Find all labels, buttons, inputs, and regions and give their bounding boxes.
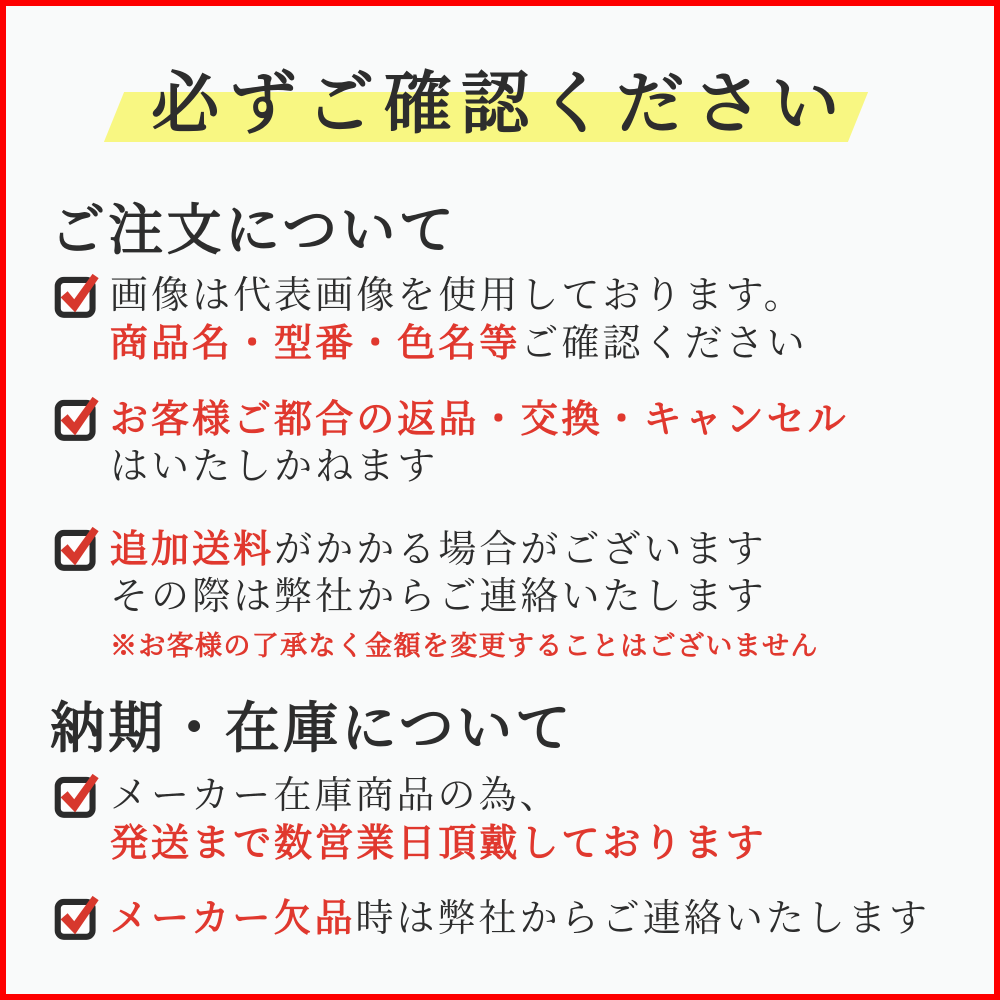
item-text-segment: がかかる場合がございます [274, 527, 767, 571]
item-text [110, 395, 849, 490]
item-text [110, 525, 819, 662]
checklist-item-representative-image [54, 272, 808, 367]
checklist-item-returns [54, 395, 849, 490]
item-line [110, 573, 819, 620]
checked-checkbox-icon [54, 894, 101, 941]
item-line [110, 772, 767, 819]
checked-checkbox-icon [54, 772, 101, 819]
item-line [110, 272, 808, 319]
item-text [110, 772, 767, 867]
item-text-segment: 時は弊社からご連絡いたします [355, 896, 931, 940]
item-text-segment: お客様ご都合の返品・交換・キャンセル [110, 396, 849, 441]
title-block [6, 50, 994, 147]
page-title: 必ずご確認ください [151, 64, 849, 144]
item-text-segment: 画像は代表画像を使用しております。 [110, 273, 805, 317]
item-line [110, 395, 849, 443]
item-line [110, 894, 930, 942]
checked-checkbox-icon [54, 272, 101, 319]
item-line [110, 443, 849, 490]
item-text-segment: その際は弊社からご連絡いたします [110, 574, 767, 618]
item-line [110, 319, 808, 367]
item-text [110, 272, 808, 367]
item-text-segment: 発送まで数営業日頂戴しております [110, 820, 767, 865]
item-text-segment: はいたしかねます [110, 444, 439, 488]
item-text [110, 894, 930, 942]
checked-checkbox-icon [54, 395, 101, 442]
checklist-item-extra-shipping [54, 525, 819, 662]
item-text-segment: ご確認ください [520, 321, 808, 365]
checklist-item-lead-time [54, 772, 767, 867]
item-text-segment: メーカー欠品 [110, 895, 356, 940]
item-line [110, 819, 767, 867]
price-change-note: ※お客様の了承なく金額を変更することはございません [110, 631, 819, 662]
checked-checkbox-icon [54, 525, 101, 572]
section-heading-delivery: 納期・在庫について [50, 695, 574, 760]
item-text-segment: 追加送料 [110, 526, 275, 571]
section-heading-orders: ご注文について [50, 197, 458, 262]
checklist-item-out-of-stock [54, 894, 930, 942]
item-text-segment: 商品名・型番・色名等 [110, 320, 521, 365]
item-text-segment: メーカー在庫商品の為、 [110, 773, 561, 817]
item-line [110, 525, 819, 573]
